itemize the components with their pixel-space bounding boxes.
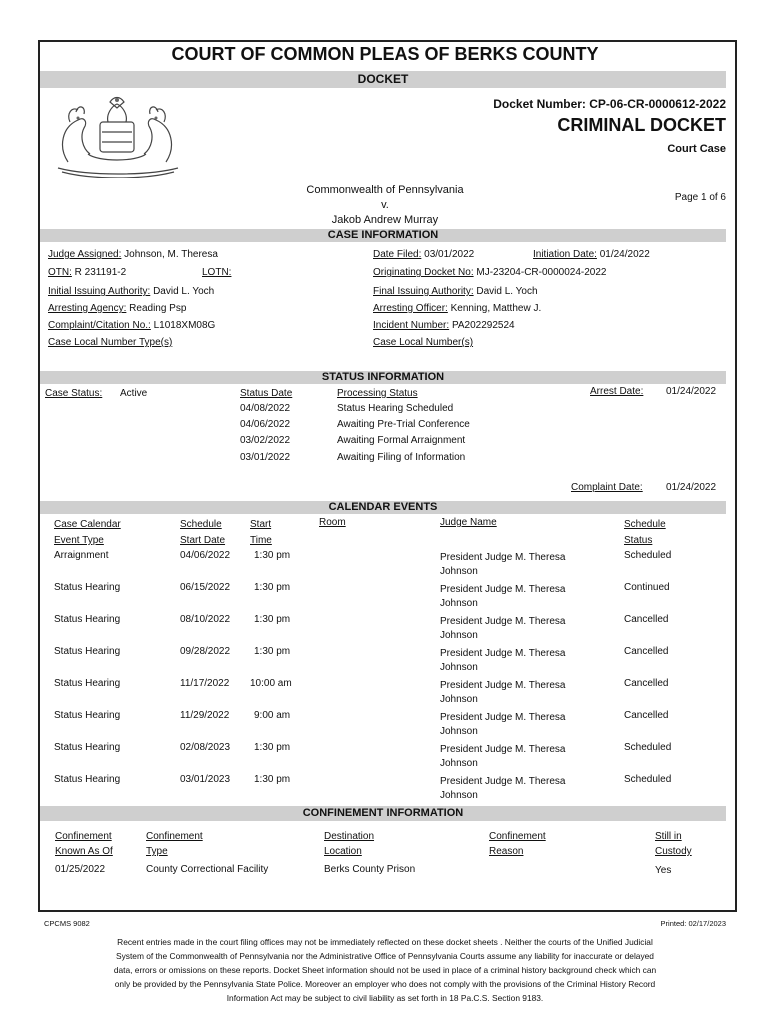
header-line: Destination [324, 831, 375, 842]
complaint-date-label: Complaint Date: [571, 482, 643, 493]
judge-line: Johnson [440, 790, 478, 801]
header-line: Location [324, 846, 362, 857]
lotn-label: LOTN: [202, 267, 232, 278]
header-line: Custody [655, 846, 692, 857]
disclaimer-line: only be provided by the Pennsylvania State Police. Moreover an employer who does not comply with the provisions of the Criminal History Record [114, 979, 656, 989]
judge-assigned-value: Johnson, M. Theresa [124, 249, 218, 260]
confinement-destination-header [324, 829, 374, 859]
confinement-custody-header [655, 829, 692, 859]
disclaimer-line: Recent entries made in the court filing offices may not be immediately reflected on these docket sheets . Neither the courts of the Unified Judicial [117, 937, 653, 947]
event-status: Cancelled [624, 646, 669, 657]
event-type: Arraignment [54, 550, 109, 561]
arresting-officer-label: Arresting Officer: [373, 303, 448, 314]
event-type: Status Hearing [54, 678, 121, 689]
final-authority-label: Final Issuing Authority: [373, 286, 474, 297]
judge-line: President Judge M. Theresa [440, 616, 566, 627]
judge-line: Johnson [440, 630, 478, 641]
header-line: Confinement [146, 831, 203, 842]
event-type: Status Hearing [54, 582, 121, 593]
court-case-label: Court Case [667, 143, 726, 155]
case-status-value: Active [120, 388, 148, 399]
judge-line: President Judge M. Theresa [440, 648, 566, 659]
event-time: 1:30 pm [254, 614, 291, 625]
date-filed [373, 249, 474, 261]
event-judge [440, 615, 565, 643]
judge-line: Johnson [440, 694, 478, 705]
header-line: Confinement [55, 831, 112, 842]
disclaimer-line: data, errors or omissions on these reports. Docket Sheet information should not be used in place of a criminal history background check which can [113, 965, 657, 975]
docket-number: Docket Number: CP-06-CR-0000612-2022 [493, 97, 726, 111]
status-date: 03/02/2022 [240, 435, 291, 446]
calendar-date-header [180, 517, 225, 549]
final-authority-value: David L. Yoch [476, 286, 538, 297]
event-status: Scheduled [624, 550, 672, 561]
judge-line: President Judge M. Theresa [440, 584, 566, 595]
event-status: Cancelled [624, 710, 669, 721]
case-info-bar: CASE INFORMATION [40, 229, 726, 242]
header-line: Confinement [489, 831, 546, 842]
confinement-type-value: County Correctional Facility [146, 864, 269, 875]
arresting-agency-value: Reading Psp [129, 303, 187, 314]
originating-docket [373, 267, 606, 279]
otn-label: OTN: [48, 267, 72, 278]
processing-status: Status Hearing Scheduled [337, 403, 454, 414]
confinement-reason-header [489, 829, 546, 859]
event-status: Continued [624, 582, 670, 593]
status-date-header: Status Date [240, 388, 293, 399]
status-date: 04/08/2022 [240, 403, 291, 414]
date-filed-value: 03/01/2022 [424, 249, 475, 260]
event-time: 1:30 pm [254, 646, 291, 657]
date-filed-label: Date Filed: [373, 249, 422, 260]
event-date: 11/17/2022 [180, 678, 230, 689]
judge-line: President Judge M. Theresa [440, 744, 566, 755]
case-local-number-label: Case Local Number(s) [373, 337, 474, 348]
event-date: 09/28/2022 [180, 646, 231, 657]
court-title: COURT OF COMMON PLEAS OF BERKS COUNTY [171, 44, 599, 64]
case-status-label: Case Status: [45, 388, 103, 399]
event-status: Cancelled [624, 614, 669, 625]
arresting-agency [48, 303, 186, 315]
arresting-agency-label: Arresting Agency: [48, 303, 127, 314]
header-line: Known As Of [55, 846, 113, 857]
originating-docket-value: MJ-23204-CR-0000024-2022 [476, 267, 607, 278]
processing-status: Awaiting Pre-Trial Conference [337, 419, 470, 430]
originating-docket-label: Originating Docket No: [373, 267, 474, 278]
incident-number [373, 320, 515, 332]
judge-assigned [48, 249, 218, 261]
event-type: Status Hearing [54, 774, 121, 785]
confinement-known-value: 01/25/2022 [55, 864, 106, 875]
event-status: Cancelled [624, 678, 669, 689]
calendar-time-header [250, 517, 272, 549]
status-date: 03/01/2022 [240, 452, 291, 463]
initial-authority [48, 286, 214, 298]
arrest-date-label: Arrest Date: [590, 386, 644, 397]
judge-line: Johnson [440, 566, 478, 577]
form-number: CPCMS 9082 [44, 919, 90, 928]
complaint-date-value: 01/24/2022 [666, 482, 717, 493]
initiation-date-value: 01/24/2022 [599, 249, 650, 260]
header-line: Reason [489, 846, 524, 857]
calendar-type-header [54, 517, 121, 549]
processing-status: Awaiting Formal Arraignment [337, 435, 466, 446]
event-time: 1:30 pm [254, 582, 291, 593]
header-line: Type [146, 846, 168, 857]
arresting-officer-value: Kenning, Matthew J. [450, 303, 542, 314]
case-caption [285, 183, 485, 228]
event-date: 02/08/2023 [180, 742, 231, 753]
arresting-officer [373, 303, 541, 315]
event-date: 08/10/2022 [180, 614, 231, 625]
event-judge [440, 711, 565, 739]
judge-assigned-label: Judge Assigned: [48, 249, 122, 260]
docket-type: CRIMINAL DOCKET [557, 115, 726, 135]
confinement-destination-value: Berks County Prison [324, 864, 416, 875]
caption-versus: v. [381, 199, 389, 211]
pennsylvania-seal-icon [48, 92, 188, 178]
header-line: Start Date [180, 535, 226, 546]
event-date: 04/06/2022 [180, 550, 231, 561]
complaint-citation [48, 320, 215, 332]
final-authority [373, 286, 538, 298]
incident-number-value: PA202292524 [451, 320, 515, 331]
confinement-custody-value: Yes [655, 865, 672, 876]
otn [48, 267, 126, 279]
processing-status: Awaiting Filing of Information [337, 452, 466, 463]
event-date: 11/29/2022 [180, 710, 230, 721]
header-line: Case Calendar [54, 519, 121, 530]
event-judge [440, 551, 565, 579]
docket-bar: DOCKET [40, 71, 726, 88]
event-status: Scheduled [624, 774, 672, 785]
disclaimer-line: Information Act may be subject to civil liability as set forth in 18 Pa.C.S. Section 9183. [226, 993, 544, 1003]
event-judge [440, 743, 565, 771]
case-local-number-type-label: Case Local Number Type(s) [48, 337, 173, 348]
calendar-status-header [624, 517, 666, 549]
event-judge [440, 775, 565, 803]
status-info-bar: STATUS INFORMATION [40, 371, 726, 384]
event-time: 1:30 pm [254, 774, 291, 785]
initial-authority-value: David L. Yoch [153, 286, 215, 297]
header-line: Event Type [54, 535, 104, 546]
header-line: Schedule [180, 519, 222, 530]
confinement-info-bar: CONFINEMENT INFORMATION [40, 806, 726, 821]
disclaimer-line: System of the Commonwealth of Pennsylvania nor the Administrative Office of Pennsylvania Courts assume any liability for inaccurate or delayed [116, 951, 654, 961]
incident-number-label: Incident Number: [373, 320, 450, 331]
judge-line: President Judge M. Theresa [440, 680, 566, 691]
event-type: Status Hearing [54, 742, 121, 753]
event-judge [440, 583, 565, 611]
event-judge [440, 679, 565, 707]
event-time: 10:00 am [250, 678, 292, 689]
judge-line: Johnson [440, 758, 478, 769]
judge-line: Johnson [440, 726, 478, 737]
event-time: 1:30 pm [254, 550, 291, 561]
event-date: 03/01/2023 [180, 774, 231, 785]
header-line: Status [624, 535, 653, 546]
arrest-date-value: 01/24/2022 [666, 386, 717, 397]
initial-authority-label: Initial Issuing Authority: [48, 286, 151, 297]
judge-line: Johnson [440, 598, 478, 609]
page-number: Page 1 of 6 [674, 192, 726, 203]
judge-line: President Judge M. Theresa [440, 776, 566, 787]
complaint-citation-label: Complaint/Citation No.: [48, 320, 151, 331]
calendar-events-bar: CALENDAR EVENTS [40, 501, 726, 514]
judge-line: President Judge M. Theresa [440, 712, 566, 723]
status-date: 04/06/2022 [240, 419, 291, 430]
confinement-known-header [55, 829, 113, 859]
otn-value: R 231191-2 [74, 267, 127, 278]
judge-line: Johnson [440, 662, 478, 673]
judge-line: President Judge M. Theresa [440, 552, 566, 563]
header-line: Time [250, 535, 272, 546]
event-judge [440, 647, 565, 675]
processing-status-header: Processing Status [337, 388, 418, 399]
calendar-judge-header: Judge Name [440, 517, 497, 528]
caption-plaintiff: Commonwealth of Pennsylvania [306, 184, 464, 196]
caption-defendant: Jakob Andrew Murray [331, 214, 439, 226]
header-line: Still in [655, 831, 682, 842]
event-type: Status Hearing [54, 646, 121, 657]
event-type: Status Hearing [54, 614, 121, 625]
complaint-citation-value: L1018XM08G [153, 320, 216, 331]
event-time: 1:30 pm [254, 742, 291, 753]
disclaimer [84, 935, 686, 1005]
initiation-date-label: Initiation Date: [533, 249, 597, 260]
initiation-date [533, 249, 650, 261]
header-line: Start [250, 519, 272, 530]
event-time: 9:00 am [254, 710, 291, 721]
header-line: Schedule [624, 519, 666, 530]
event-date: 06/15/2022 [180, 582, 231, 593]
confinement-type-header [146, 829, 203, 859]
event-type: Status Hearing [54, 710, 121, 721]
event-status: Scheduled [624, 742, 672, 753]
calendar-room-header: Room [319, 517, 346, 528]
printed-date: Printed: 02/17/2023 [660, 919, 726, 928]
